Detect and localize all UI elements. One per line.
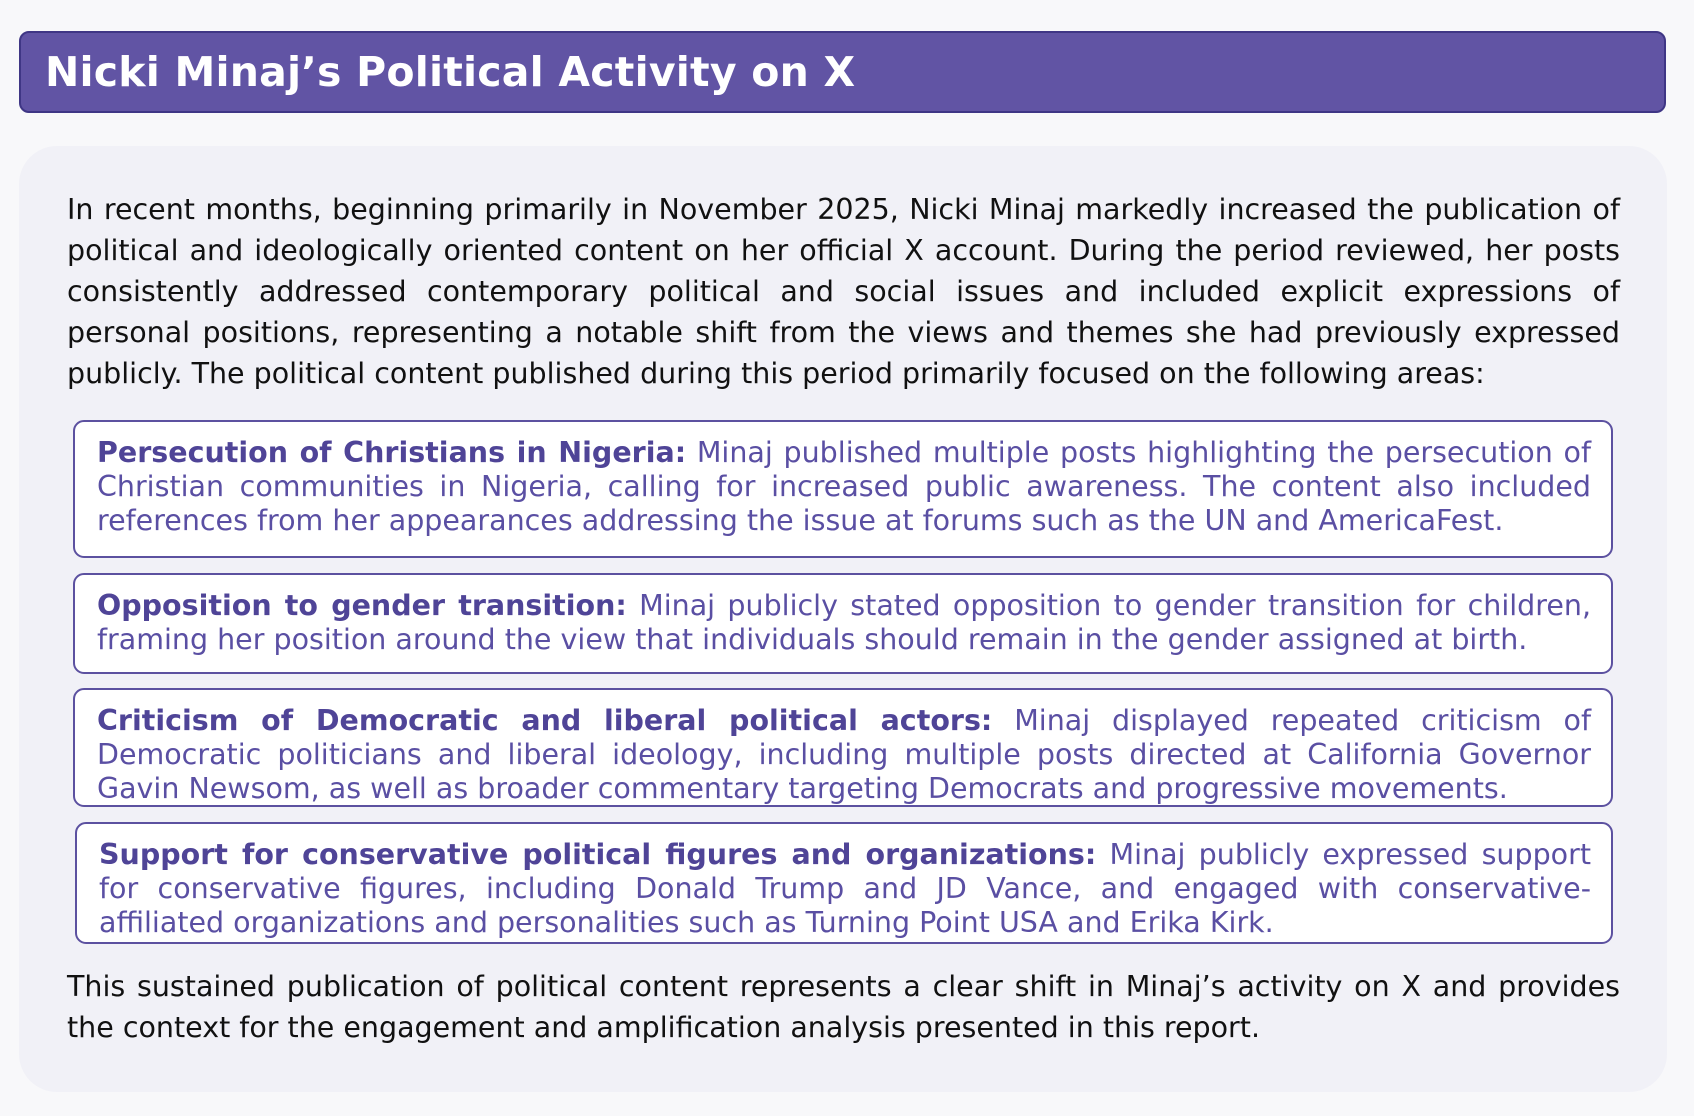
content-card [19, 146, 1667, 1092]
focus-area-heading: Criticism of Democratic and liberal political actors: [97, 704, 993, 737]
focus-area-box [73, 573, 1613, 674]
outro-paragraph: This sustained publication of political content represents a clear shift in Minaj’s activity on X and provides the context for the engagement and amplification analysis presented in this report. [67, 970, 1620, 1044]
focus-area-box [75, 822, 1613, 944]
focus-area-box [73, 420, 1613, 558]
focus-area-text: Minaj displayed repeated criticism of Democratic politicians and liberal ideology, including multiple posts directed at California Governor Gavin Newsom, as well as broader commentary targeting Democrats and progressive movements. [97, 704, 1592, 805]
title-banner [19, 31, 1666, 113]
focus-area-text: Minaj publicly expressed support for conservative figures, including Donald Trump and JD Vance, and engaged with conservative-affiliated organizations and personalities such as Turning Point USA and Erika Kirk. [99, 838, 1591, 939]
focus-area-text: Minaj published multiple posts highlighting the persecution of Christian communities in Nigeria, calling for increased public awareness. The content also included references from her appearances addressing the issue at forums such as the UN and AmericaFest. [97, 436, 1591, 537]
focus-area-box [73, 688, 1613, 807]
page-title: Nicki Minaj’s Political Activity on X [45, 48, 856, 96]
focus-area-heading: Support for conservative political figures and organizations: [99, 838, 1097, 871]
focus-area-heading: Opposition to gender transition: [97, 589, 627, 622]
intro-paragraph: In recent months, beginning primarily in November 2025, Nicki Minaj markedly increased the publication of political and ideologically oriented content on her official X account. During the period reviewed, her posts consistently addressed contemporary political and social issues and included explicit expressions of personal positions, representing a notable shift from the views and themes she had previously expressed publicly. The political content published during this period primarily focused on the following areas: [67, 193, 1620, 390]
focus-area-heading: Persecution of Christians in Nigeria: [97, 436, 687, 469]
focus-area-text: Minaj publicly stated opposition to gender transition for children, framing her position around the view that individuals should remain in the gender assigned at birth. [97, 589, 1591, 656]
